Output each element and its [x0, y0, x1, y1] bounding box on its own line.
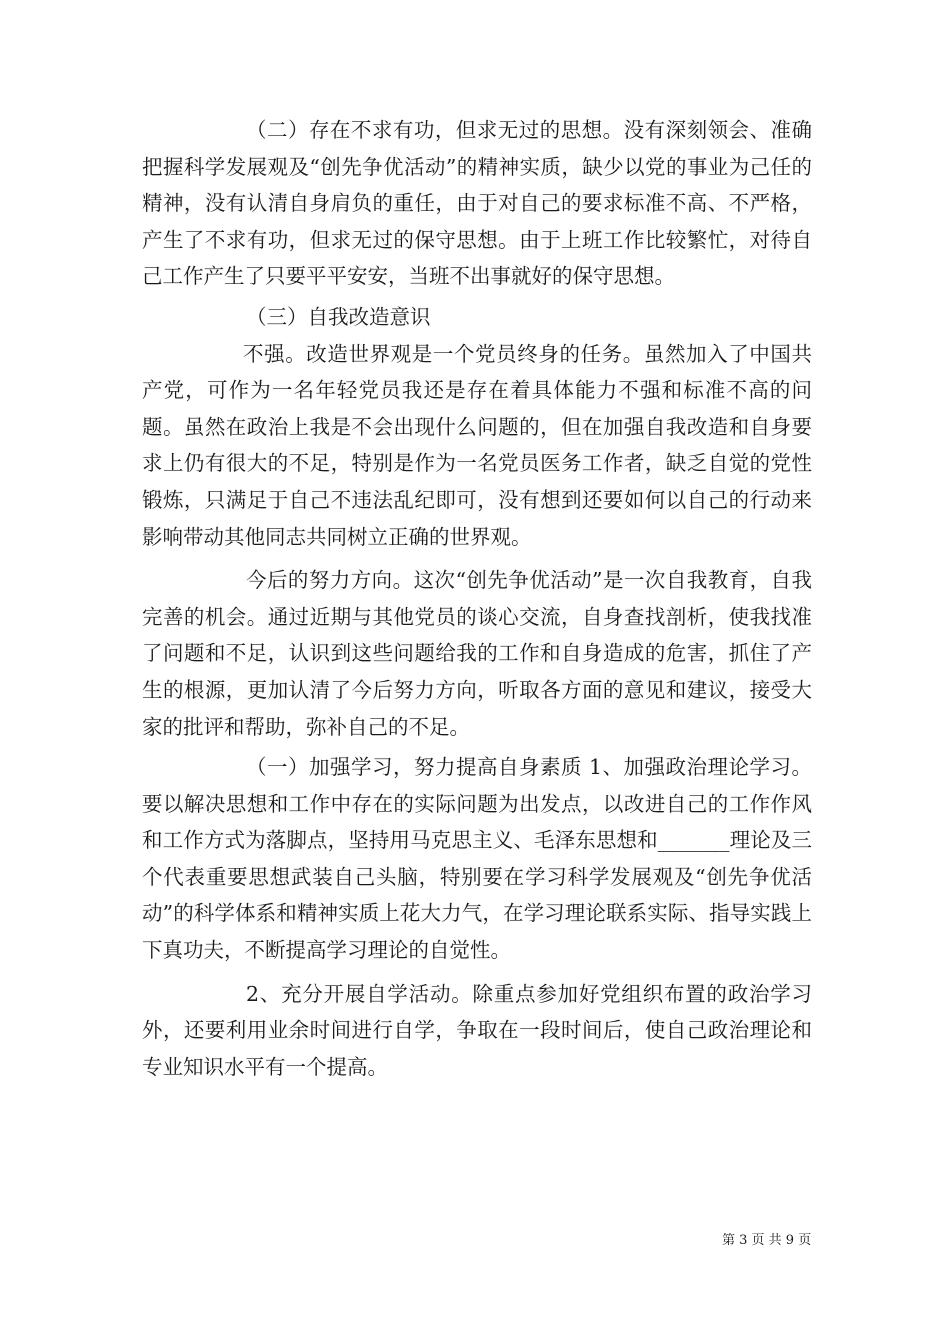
page-number-footer: 第 3 页 共 9 页 [722, 1233, 812, 1248]
paragraph-self-reform-heading: （三）自我改造意识 [246, 304, 431, 329]
paragraph-strengthen-study: （一）加强学习，努力提高自身素质 1、加强政治理论学习。要以解决思想和工作中存在的实际问题为出发点，以改进自己的工作作风和工作方式为落脚点，坚持用马克思主义、毛泽东思想和_______理论及三个代表重要思想武装自己头脑，特别要在学习科学发展观及“创先争优活动”的科学体系和精神实质上花大力气，在学习理论联系实际、指导实践上下真功夫，不断提高学习理论的自觉性。 [142, 755, 812, 963]
paragraph-self-reform-body: 不强。改造世界观是一个党员终身的任务。虽然加入了中国共产党，可作为一名年轻党员我还是存在着具体能力不强和标准不高的问题。虽然在政治上我是不会出现什么问题的，但在加强自我改造和自身要求上仍有很大的不足，特别是作为一名党员医务工作者，缺乏自觉的党性锻炼，只满足于自己不违法乱纪即可，没有想到还要如何以自己的行动来影响带动其他同志共同树立正确的世界观。 [142, 341, 812, 549]
paragraph-existing-conservative-thinking: （二）存在不求有功，但求无过的思想。没有深刻领会、准确把握科学发展观及“创先争优活动”的精神实质，缺少以党的事业为己任的精神，没有认清自身肩负的重任，由于对自己的要求标准不高、不严格，产生了不求有功，但求无过的保守思想。由于上班工作比较繁忙，对待自己工作产生了只要平平安安，当班不出事就好的保守思想。 [142, 118, 812, 289]
document-body [142, 112, 812, 1085]
paragraph-future-direction: 今后的努力方向。这次“创先争优活动”是一次自我教育，自我完善的机会。通过近期与其他党员的谈心交流，自身查找剖析，使我找准了问题和不足，认识到这些问题给我的工作和自身造成的危害，抓住了产生的根源，更加认清了今后努力方向，听取各方面的意见和建议，接受大家的批评和帮助，弥补自己的不足。 [142, 568, 812, 739]
paragraph-self-study: 2、充分开展自学活动。除重点参加好党组织布置的政治学习外，还要利用业余时间进行自学，争取在一段时间后，使自己政治理论和专业知识水平有一个提高。 [142, 981, 812, 1079]
